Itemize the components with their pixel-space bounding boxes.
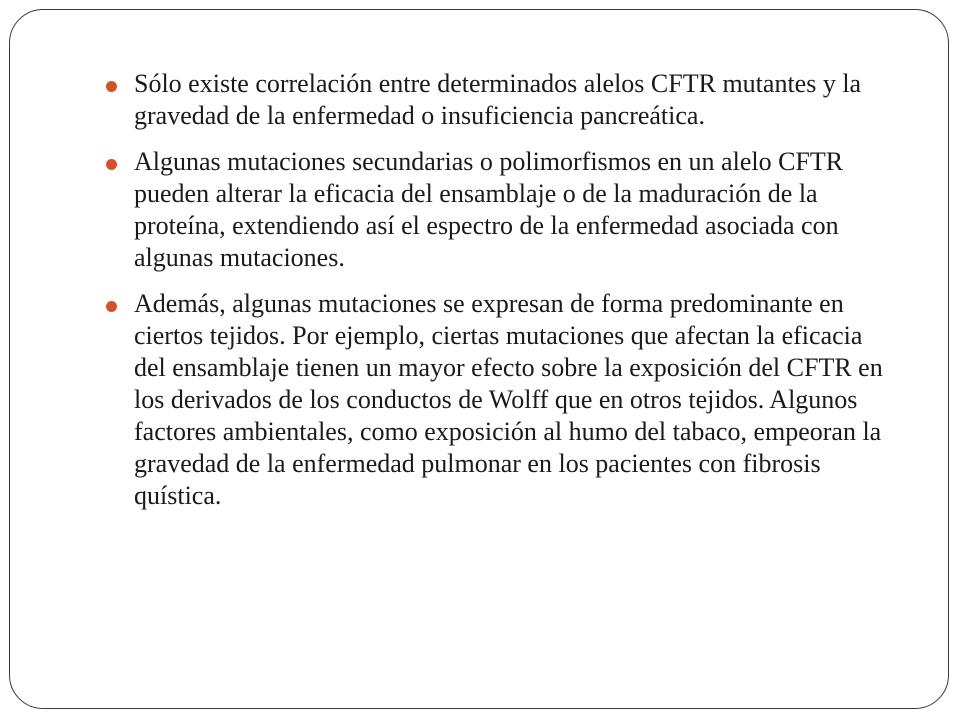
bullet-list xyxy=(106,68,896,526)
bullet-text-3: Además, algunas mutaciones se expresan de forma predominante en ciertos tejidos. Por ejemplo, ciertas mutaciones que afectan la eficacia del ensamblaje tienen un mayor efecto sobre la exposición del CFTR en los derivados de los conductos de Wolff que en otros tejidos. Algunos factores ambientales, como exposición al humo del tabaco, empeoran la gravedad de la enfermedad pulmonar en los pacientes con fibrosis quística. xyxy=(134,289,883,510)
bullet-dot-icon xyxy=(106,159,117,170)
bullet-item-3 xyxy=(106,288,896,512)
bullet-item-1 xyxy=(106,68,896,132)
bullet-item-2 xyxy=(106,146,896,274)
bullet-text-1: Sólo existe correlación entre determinados alelos CFTR mutantes y la gravedad de la enfermedad o insuficiencia pancreática. xyxy=(134,69,862,130)
bullet-dot-icon xyxy=(106,81,117,92)
bullet-dot-icon xyxy=(106,301,117,312)
bullet-text-2: Algunas mutaciones secundarias o polimorfismos en un alelo CFTR pueden alterar la eficacia del ensamblaje o de la maduración de la proteína, extendiendo así el espectro de la enfermedad asociada con algunas mutaciones. xyxy=(134,147,844,272)
